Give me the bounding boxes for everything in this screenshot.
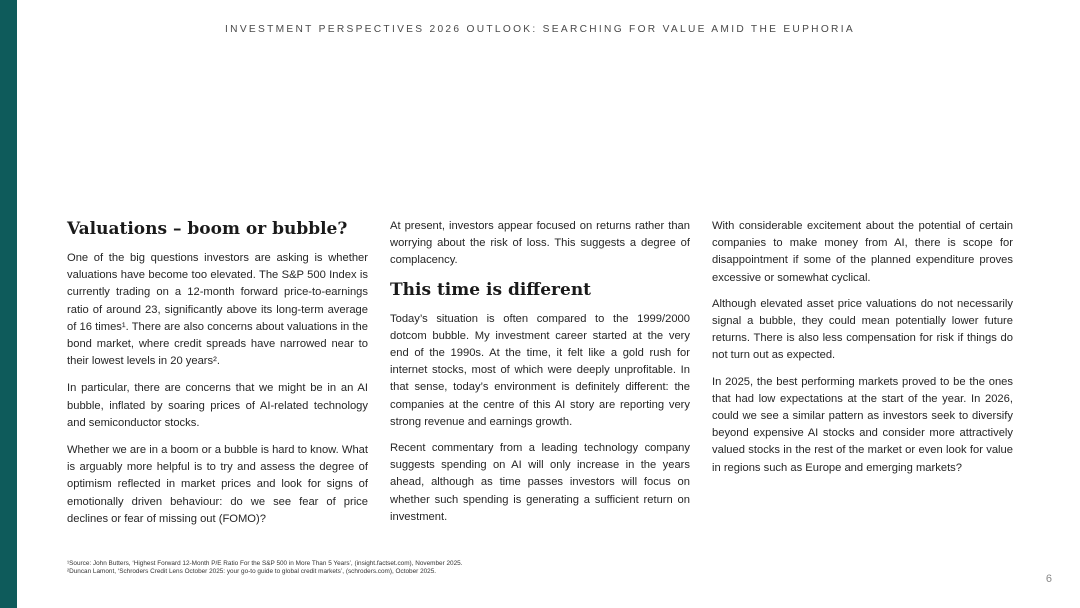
heading-valuations: Valuations – boom or bubble? [67, 219, 348, 239]
footnote-1: ¹Source: John Butters, ‘Highest Forward 12-Month P/E Ratio For the S&P 500 in More Than 5 Years’, (insight.factset.com), November 2025. [67, 560, 463, 567]
paragraph: At present, investors appear focused on returns rather than worrying about the risk of loss. This suggests a degree of complacency. [390, 220, 690, 267]
page-header: INVESTMENT PERSPECTIVES 2026 OUTLOOK: SEARCHING FOR VALUE AMID THE EUPHORIA [225, 24, 855, 35]
paragraph: Today’s situation is often compared to the 1999/2000 dotcom bubble. My investment career started at the very end of the 1990s. At the time, it felt like a gold rush for internet stocks, most of which were deeply unprofitable. In that sense, today’s environment is definitely different: the companies at the centre of this AI story are reporting very strong revenue and earnings growth. [390, 312, 690, 428]
paragraph: One of the big questions investors are asking is whether valuations have become too elevated. The S&P 500 Index is currently trading on a 12-month forward price-to-earnings ratio of around 23, significantly above its long-term average of 16 times¹. There are also concerns about valuations in the bond market, where credit spreads have narrowed near to their lowest levels in 20 years². [67, 252, 368, 368]
column-2 [390, 218, 690, 535]
column-1 [67, 218, 368, 538]
footnote-2: ²Duncan Lamont, ‘Schroders Credit Lens October 2025: your go-to guide to global credit markets’, (schroders.com), October 2025. [67, 568, 437, 576]
paragraph: With considerable excitement about the potential of certain companies to make money from AI, there is scope for disappointment if some of the planned expenditure proves excessive or somewhat cyclical. [712, 220, 1013, 284]
page-number: 6 [1045, 573, 1052, 585]
accent-side-bar [0, 0, 17, 608]
paragraph: Although elevated asset price valuations do not necessarily signal a bubble, they could mean potentially lower future returns. There is also less compensation for risk if things do not turn out as expected. [712, 297, 1013, 362]
heading-this-time-different: This time is different [390, 279, 592, 300]
paragraph: Whether we are in a boom or a bubble is hard to know. What is arguably more helpful is to try and assess the degree of optimism reflected in market prices and look for signs of emotionally driven behaviour: do we see fear of price declines or fear of missing out (FOMO)? [67, 444, 368, 525]
paragraph: In particular, there are concerns that we might be in an AI bubble, inflated by soaring prices of AI-related technology and semiconductor stocks. [67, 382, 368, 429]
footnotes [67, 560, 967, 577]
paragraph: In 2025, the best performing markets proved to be the ones that had low expectations at the start of the year. In 2026, could we see a similar pattern as investors seek to diversify beyond expensive AI stocks and consider more attractively valued stocks in the rest of the market or even look for value in regions such as Europe and emerging markets? [712, 375, 1013, 474]
column-3 [712, 218, 1013, 486]
paragraph: Recent commentary from a leading technology company suggests spending on AI will only increase in the years ahead, although as time passes investors will focus on whether such spending is generating a sufficient return on investment. [390, 442, 690, 523]
